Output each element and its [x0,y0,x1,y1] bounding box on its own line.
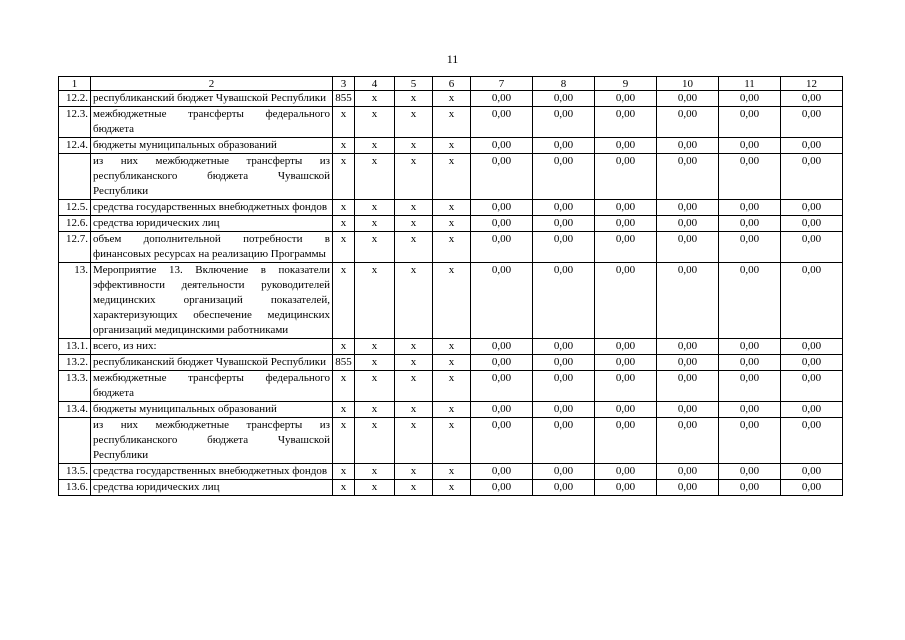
cell-col6: x [433,200,471,216]
cell-code: x [333,200,355,216]
cell-amount: 0,00 [595,216,657,232]
cell-amount: 0,00 [657,480,719,496]
header-cell: 5 [395,77,433,91]
cell-amount: 0,00 [719,138,781,154]
cell-amount: 0,00 [595,91,657,107]
cell-amount: 0,00 [719,107,781,138]
cell-amount: 0,00 [719,371,781,402]
row-number: 13.4. [59,402,91,418]
cell-amount: 0,00 [781,339,843,355]
cell-amount: 0,00 [595,371,657,402]
cell-amount: 0,00 [533,154,595,200]
cell-amount: 0,00 [471,107,533,138]
row-number: 13.6. [59,480,91,496]
cell-col5: x [395,263,433,339]
cell-amount: 0,00 [533,418,595,464]
cell-col4: x [355,355,395,371]
cell-col6: x [433,402,471,418]
row-number: 12.7. [59,232,91,263]
row-number: 12.6. [59,216,91,232]
row-number: 13.3. [59,371,91,402]
cell-col6: x [433,418,471,464]
cell-amount: 0,00 [719,232,781,263]
cell-amount: 0,00 [595,138,657,154]
cell-amount: 0,00 [595,339,657,355]
cell-amount: 0,00 [471,154,533,200]
cell-amount: 0,00 [595,232,657,263]
cell-amount: 0,00 [657,216,719,232]
cell-col6: x [433,480,471,496]
cell-code: x [333,402,355,418]
cell-col6: x [433,355,471,371]
row-number: 12.5. [59,200,91,216]
row-number: 13.5. [59,464,91,480]
cell-code: x [333,418,355,464]
row-description: из них межбюджетные трансферты из республиканского бюджета Чувашской Республики [91,154,333,200]
cell-amount: 0,00 [657,107,719,138]
cell-amount: 0,00 [657,91,719,107]
row-description: из них межбюджетные трансферты из республиканского бюджета Чувашской Республики [91,418,333,464]
cell-amount: 0,00 [595,480,657,496]
cell-code: x [333,154,355,200]
cell-amount: 0,00 [471,232,533,263]
cell-amount: 0,00 [533,355,595,371]
cell-amount: 0,00 [533,232,595,263]
cell-col4: x [355,263,395,339]
cell-amount: 0,00 [657,402,719,418]
cell-amount: 0,00 [781,402,843,418]
row-number [59,154,91,200]
header-cell: 3 [333,77,355,91]
cell-amount: 0,00 [471,138,533,154]
budget-table [58,76,843,496]
cell-col5: x [395,339,433,355]
header-cell: 6 [433,77,471,91]
header-cell: 7 [471,77,533,91]
row-description: республиканский бюджет Чувашской Республики [91,355,333,371]
cell-amount: 0,00 [719,339,781,355]
row-description: всего, из них: [91,339,333,355]
table-row [59,138,843,154]
cell-amount: 0,00 [471,418,533,464]
cell-amount: 0,00 [719,91,781,107]
cell-col4: x [355,138,395,154]
cell-amount: 0,00 [719,402,781,418]
cell-amount: 0,00 [657,263,719,339]
cell-amount: 0,00 [595,154,657,200]
row-description: бюджеты муниципальных образований [91,138,333,154]
cell-col5: x [395,402,433,418]
cell-amount: 0,00 [719,418,781,464]
cell-col5: x [395,138,433,154]
table-row [59,91,843,107]
cell-amount: 0,00 [595,200,657,216]
cell-amount: 0,00 [781,91,843,107]
cell-col6: x [433,263,471,339]
cell-amount: 0,00 [781,138,843,154]
cell-col5: x [395,91,433,107]
cell-amount: 0,00 [595,263,657,339]
cell-amount: 0,00 [471,263,533,339]
cell-code: 855 [333,355,355,371]
cell-col4: x [355,216,395,232]
cell-amount: 0,00 [533,480,595,496]
cell-amount: 0,00 [533,216,595,232]
cell-amount: 0,00 [533,464,595,480]
cell-col4: x [355,402,395,418]
cell-amount: 0,00 [533,371,595,402]
cell-code: x [333,216,355,232]
cell-col5: x [395,355,433,371]
cell-col6: x [433,91,471,107]
cell-amount: 0,00 [781,480,843,496]
cell-amount: 0,00 [719,464,781,480]
cell-col5: x [395,232,433,263]
row-description: средства юридических лиц [91,216,333,232]
row-description: средства государственных внебюджетных фондов [91,464,333,480]
row-description: объем дополнительной потребности в финансовых ресурсах на реализацию Программы [91,232,333,263]
cell-col4: x [355,371,395,402]
cell-amount: 0,00 [657,154,719,200]
cell-col6: x [433,371,471,402]
row-number [59,418,91,464]
cell-amount: 0,00 [781,464,843,480]
table-row [59,402,843,418]
row-description: межбюджетные трансферты федерального бюджета [91,107,333,138]
cell-amount: 0,00 [471,91,533,107]
row-number: 13.2. [59,355,91,371]
row-number: 12.4. [59,138,91,154]
table-row [59,480,843,496]
cell-amount: 0,00 [595,464,657,480]
cell-amount: 0,00 [533,138,595,154]
cell-amount: 0,00 [657,418,719,464]
cell-col4: x [355,339,395,355]
cell-amount: 0,00 [533,107,595,138]
cell-amount: 0,00 [719,263,781,339]
cell-col4: x [355,107,395,138]
cell-amount: 0,00 [719,480,781,496]
header-cell: 12 [781,77,843,91]
cell-col4: x [355,418,395,464]
cell-col5: x [395,480,433,496]
cell-amount: 0,00 [719,154,781,200]
cell-amount: 0,00 [781,107,843,138]
cell-amount: 0,00 [657,200,719,216]
table-row [59,418,843,464]
row-number: 13.1. [59,339,91,355]
cell-amount: 0,00 [471,200,533,216]
header-cell: 9 [595,77,657,91]
cell-amount: 0,00 [781,263,843,339]
cell-col4: x [355,232,395,263]
cell-amount: 0,00 [719,216,781,232]
table-row [59,200,843,216]
cell-amount: 0,00 [533,91,595,107]
cell-col6: x [433,138,471,154]
cell-col4: x [355,464,395,480]
cell-amount: 0,00 [471,339,533,355]
row-description: бюджеты муниципальных образований [91,402,333,418]
header-cell: 1 [59,77,91,91]
cell-amount: 0,00 [657,232,719,263]
cell-col5: x [395,464,433,480]
header-cell: 2 [91,77,333,91]
header-cell: 10 [657,77,719,91]
table-header-row [59,77,843,91]
cell-amount: 0,00 [657,355,719,371]
cell-col4: x [355,91,395,107]
header-cell: 8 [533,77,595,91]
table-row [59,232,843,263]
cell-amount: 0,00 [657,339,719,355]
cell-amount: 0,00 [595,355,657,371]
cell-amount: 0,00 [781,355,843,371]
cell-amount: 0,00 [471,216,533,232]
table-row [59,263,843,339]
cell-code: x [333,480,355,496]
table-row [59,371,843,402]
cell-amount: 0,00 [657,464,719,480]
table-row [59,107,843,138]
row-description: средства государственных внебюджетных фондов [91,200,333,216]
cell-col5: x [395,418,433,464]
cell-amount: 0,00 [781,154,843,200]
cell-amount: 0,00 [781,371,843,402]
table-row [59,154,843,200]
cell-code: x [333,138,355,154]
table-row [59,464,843,480]
cell-code: x [333,339,355,355]
cell-col5: x [395,154,433,200]
cell-amount: 0,00 [595,107,657,138]
cell-code: x [333,371,355,402]
cell-amount: 0,00 [657,138,719,154]
row-number: 12.3. [59,107,91,138]
cell-code: x [333,263,355,339]
cell-col5: x [395,371,433,402]
page-number: 11 [446,52,459,66]
cell-amount: 0,00 [719,200,781,216]
header-cell: 11 [719,77,781,91]
cell-amount: 0,00 [781,216,843,232]
cell-col6: x [433,154,471,200]
cell-amount: 0,00 [533,263,595,339]
cell-amount: 0,00 [533,402,595,418]
cell-amount: 0,00 [595,418,657,464]
cell-amount: 0,00 [533,339,595,355]
cell-col5: x [395,216,433,232]
cell-amount: 0,00 [471,402,533,418]
row-description: межбюджетные трансферты федерального бюджета [91,371,333,402]
cell-col6: x [433,232,471,263]
cell-amount: 0,00 [471,371,533,402]
cell-col6: x [433,464,471,480]
cell-code: x [333,464,355,480]
cell-col5: x [395,107,433,138]
cell-col6: x [433,107,471,138]
cell-amount: 0,00 [471,464,533,480]
cell-amount: 0,00 [781,232,843,263]
cell-code: 855 [333,91,355,107]
row-description: республиканский бюджет Чувашской Республики [91,91,333,107]
cell-col4: x [355,200,395,216]
cell-amount: 0,00 [471,480,533,496]
cell-col5: x [395,200,433,216]
cell-amount: 0,00 [657,371,719,402]
cell-amount: 0,00 [595,402,657,418]
cell-amount: 0,00 [471,355,533,371]
cell-col6: x [433,216,471,232]
cell-amount: 0,00 [533,200,595,216]
header-cell: 4 [355,77,395,91]
cell-amount: 0,00 [781,200,843,216]
row-number: 12.2. [59,91,91,107]
row-description: средства юридических лиц [91,480,333,496]
cell-code: x [333,232,355,263]
row-description: Мероприятие 13. Включение в показатели эффективности деятельности руководителей медицинских организаций показателей, характеризующих обеспечение медицинских организаций медицинскими работниками [91,263,333,339]
cell-code: x [333,107,355,138]
row-number: 13. [59,263,91,339]
table-row [59,216,843,232]
cell-col4: x [355,480,395,496]
cell-col4: x [355,154,395,200]
table-row [59,355,843,371]
table-row [59,339,843,355]
cell-amount: 0,00 [781,418,843,464]
cell-col6: x [433,339,471,355]
cell-amount: 0,00 [719,355,781,371]
